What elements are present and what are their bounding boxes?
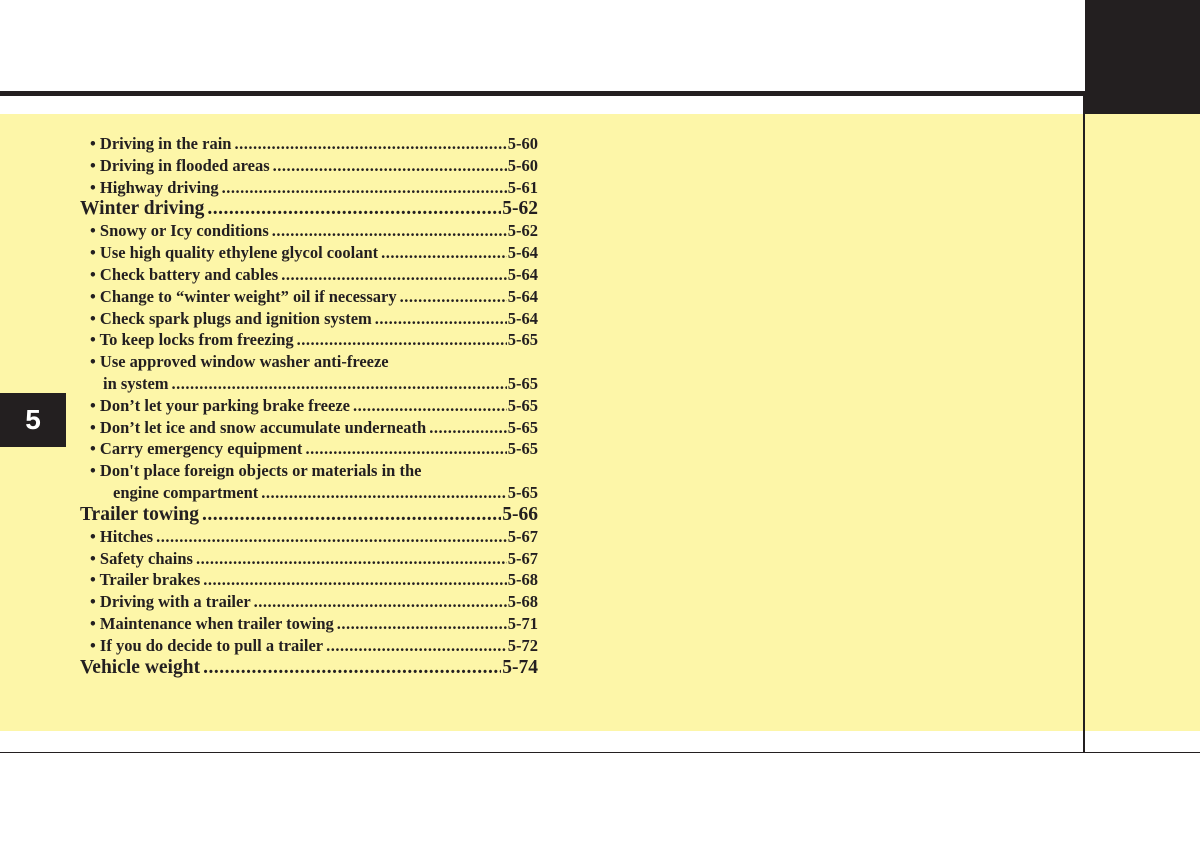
toc-page-number: 5-71 — [507, 613, 538, 633]
toc-page-number: 5-74 — [502, 656, 538, 678]
toc-entry[interactable] — [80, 569, 538, 591]
dot-leader — [272, 220, 507, 242]
toc-page-number: 5-72 — [507, 635, 538, 655]
toc-page-number: 5-67 — [507, 548, 538, 568]
dot-leader — [305, 438, 506, 460]
toc-entry-title: • Trailer brakes — [90, 570, 201, 590]
table-of-contents — [80, 133, 538, 679]
toc-entry[interactable] — [80, 264, 538, 286]
toc-entry-title: • Check battery and cables — [90, 264, 279, 284]
toc-entry-title: • Use approved window washer anti-freeze — [90, 352, 389, 372]
toc-page-number: 5-65 — [507, 395, 538, 415]
dot-leader — [375, 308, 507, 330]
toc-entry[interactable] — [80, 548, 538, 570]
dot-leader — [254, 591, 507, 613]
toc-page-number: 5-60 — [507, 134, 538, 153]
toc-entry-title: • Driving with a trailer — [90, 592, 251, 612]
dot-leader — [202, 504, 501, 526]
dot-leader — [207, 198, 501, 220]
toc-entry[interactable] — [80, 526, 538, 548]
toc-entry-title: Winter driving — [80, 198, 205, 220]
toc-page-number: 5-68 — [507, 592, 538, 612]
dot-leader — [297, 329, 507, 351]
dot-leader — [196, 548, 507, 570]
toc-page-number: 5-65 — [507, 373, 538, 393]
toc-section-entry[interactable] — [80, 504, 538, 526]
dot-leader — [326, 635, 507, 657]
toc-entry-title: • Don’t let ice and snow accumulate underneath — [90, 417, 427, 437]
toc-entry-title: • To keep locks from freezing — [90, 330, 294, 350]
toc-entry-title: • Don't place foreign objects or materials in the — [90, 461, 422, 481]
dot-leader — [172, 373, 507, 395]
toc-section-entry[interactable] — [80, 198, 538, 220]
toc-entry-title: • Change to “winter weight” oil if necessary — [90, 286, 397, 306]
toc-page-number: 5-64 — [507, 286, 538, 306]
dot-leader — [353, 395, 507, 417]
chapter-tab[interactable]: 5 — [0, 393, 66, 447]
toc-entry-title: • Highway driving — [90, 177, 219, 197]
toc-entry[interactable] — [80, 482, 538, 504]
toc-entry[interactable] — [80, 133, 538, 155]
toc-entry[interactable] — [80, 373, 538, 395]
toc-page-number: 5-65 — [507, 439, 538, 459]
top-rule — [0, 91, 1085, 96]
toc-entry-title: • Driving in flooded areas — [90, 155, 270, 175]
toc-entry-title: Trailer towing — [80, 503, 199, 525]
toc-entry[interactable] — [80, 329, 538, 351]
toc-entry[interactable] — [80, 613, 538, 635]
toc-page-number: 5-64 — [507, 308, 538, 328]
toc-entry-title: engine compartment — [113, 482, 259, 502]
dot-leader — [203, 657, 501, 679]
toc-entry-title: • Driving in the rain — [90, 134, 232, 153]
toc-page-number: 5-67 — [507, 526, 538, 546]
toc-entry-title: • Hitches — [90, 526, 154, 546]
toc-entry-title: • Use high quality ethylene glycol coolant — [90, 243, 379, 263]
dot-leader — [222, 177, 507, 199]
dot-leader — [156, 526, 507, 548]
toc-page-number: 5-65 — [507, 482, 538, 502]
dot-leader — [234, 133, 506, 155]
toc-entry[interactable] — [80, 591, 538, 613]
toc-entry-title: • If you do decide to pull a trailer — [90, 635, 324, 655]
toc-entry-title: • Don’t let your parking brake freeze — [90, 395, 350, 415]
toc-page-number: 5-62 — [507, 221, 538, 241]
toc-entry[interactable] — [80, 177, 538, 199]
toc-page-number: 5-62 — [502, 198, 538, 220]
toc-page-number: 5-66 — [502, 503, 538, 525]
dot-leader — [337, 613, 507, 635]
toc-entry-title: • Maintenance when trailer towing — [90, 613, 334, 633]
toc-page-number: 5-64 — [507, 243, 538, 263]
toc-entry[interactable] — [80, 308, 538, 330]
dot-leader — [400, 286, 507, 308]
dot-leader — [261, 482, 506, 504]
toc-entry-title: • Carry emergency equipment — [90, 439, 303, 459]
dot-leader — [429, 417, 507, 439]
vertical-rule — [1083, 96, 1085, 753]
toc-entry[interactable] — [80, 460, 538, 482]
bottom-rule — [0, 752, 1200, 753]
toc-entry[interactable] — [80, 395, 538, 417]
toc-entry-title: Vehicle weight — [80, 656, 201, 678]
toc-entry-title: in system — [103, 373, 169, 393]
dot-leader — [273, 155, 507, 177]
dot-leader — [203, 569, 506, 591]
toc-page-number: 5-65 — [507, 417, 538, 437]
toc-entry[interactable] — [80, 417, 538, 439]
toc-page-number: 5-61 — [507, 177, 538, 197]
toc-entry-title: • Snowy or Icy conditions — [90, 221, 269, 241]
corner-tab-block — [1085, 0, 1200, 114]
toc-entry[interactable] — [80, 286, 538, 308]
dot-leader — [381, 242, 507, 264]
toc-entry[interactable] — [80, 242, 538, 264]
toc-page-number: 5-68 — [507, 570, 538, 590]
toc-entry-title: • Check spark plugs and ignition system — [90, 308, 372, 328]
toc-entry[interactable] — [80, 635, 538, 657]
toc-page-number: 5-60 — [507, 155, 538, 175]
toc-entry[interactable] — [80, 351, 538, 373]
toc-section-entry[interactable] — [80, 657, 538, 679]
toc-entry[interactable] — [80, 438, 538, 460]
toc-page-number: 5-64 — [507, 264, 538, 284]
toc-entry[interactable] — [80, 155, 538, 177]
dot-leader — [281, 264, 507, 286]
toc-entry[interactable] — [80, 220, 538, 242]
toc-entry-title: • Safety chains — [90, 548, 193, 568]
toc-page-number: 5-65 — [507, 330, 538, 350]
